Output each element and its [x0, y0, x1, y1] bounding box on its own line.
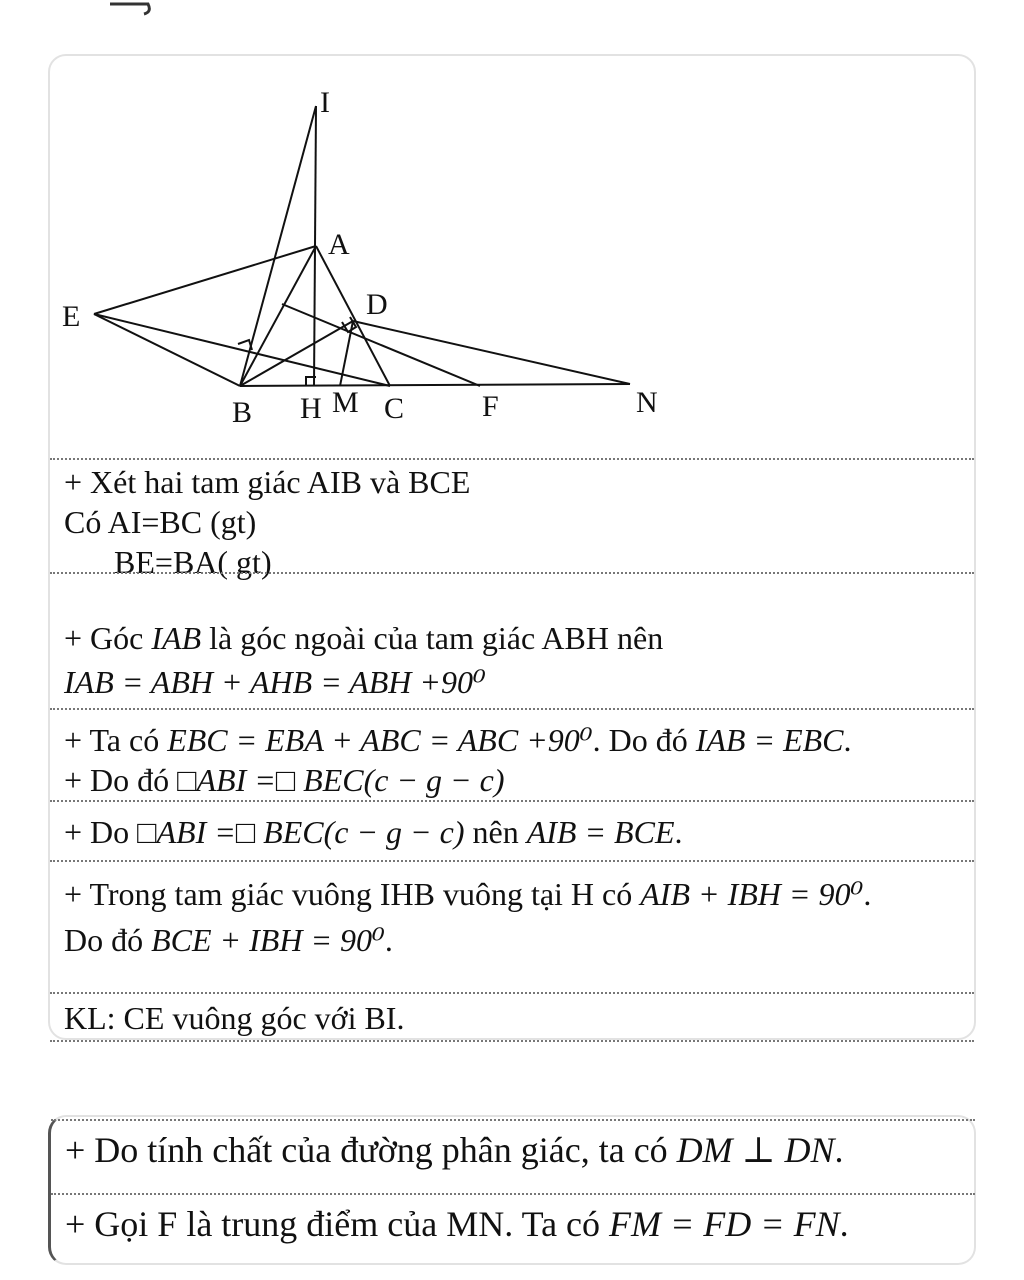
step-5-text-d: .: [384, 922, 393, 958]
step-4-text-a: + Do: [64, 814, 138, 850]
step-1-line-1: + Xét hai tam giác AIB và BCE: [64, 464, 471, 500]
step-2-text-b: là góc ngoài của tam giác ABH nên: [201, 620, 664, 656]
proof-step-3: [50, 720, 974, 800]
separator: [50, 458, 974, 460]
label-I: I: [320, 86, 330, 119]
proof-step-4: [50, 812, 974, 852]
note-2-text-b: .: [839, 1204, 849, 1244]
label-H: H: [300, 392, 322, 425]
separator: [50, 992, 974, 994]
step-1-line-2: Có AI=BC (gt): [64, 504, 257, 540]
step-2-formula: IAB = ABH + AHB = ABH +90⁰: [64, 664, 486, 700]
step-3-math-b: IAB = EBC: [695, 722, 844, 758]
step-3-text-c: .: [843, 722, 852, 758]
step-2-math-a: IAB: [151, 620, 202, 656]
label-E: E: [62, 300, 81, 333]
note-1-text-b: .: [834, 1130, 844, 1170]
cropped-text-fragment: [0, 0, 1024, 30]
separator: [50, 860, 974, 862]
geometry-diagram: [50, 56, 974, 456]
note-line-1: [51, 1127, 975, 1173]
separator: [51, 1193, 975, 1195]
label-M: M: [332, 386, 359, 419]
proof-step-2: [50, 618, 974, 702]
step-1-line-3: BE=BA( gt): [114, 544, 272, 580]
step-2-text-a: + Góc: [64, 620, 152, 656]
label-F: F: [482, 390, 499, 423]
note-card: [48, 1115, 976, 1265]
step-3-math-c: □ABI =□ BEC(c − g − c): [177, 762, 505, 798]
label-C: C: [384, 392, 405, 425]
proof-step-1: [50, 462, 974, 582]
separator: [50, 572, 974, 574]
step-5-math-a: AIB + IBH = 90⁰: [640, 876, 864, 912]
note-2-text-a: + Gọi F là trung điểm của MN. Ta có: [65, 1204, 610, 1244]
step-4-math-b: AIB = BCE: [526, 814, 675, 850]
geometry-figure: [50, 56, 974, 456]
label-N: N: [636, 386, 658, 419]
separator: [50, 708, 974, 710]
separator: [50, 800, 974, 802]
separator: [50, 1040, 974, 1042]
proof-card: [48, 54, 976, 1040]
step-4-text-b: nên: [464, 814, 527, 850]
note-2-math: FM = FD = FN: [609, 1204, 840, 1244]
step-5-text-a: + Trong tam giác vuông IHB vuông tại H có: [64, 876, 641, 912]
segment-BI: [240, 106, 316, 386]
note-1-math: DM ⊥ DN: [676, 1130, 835, 1170]
proof-conclusion: [50, 998, 974, 1038]
step-4-text-c: .: [674, 814, 683, 850]
step-4-math-a: □ABI =□ BEC(c − g − c): [137, 814, 465, 850]
step-3-math-a: EBC = EBA + ABC = ABC +90⁰: [167, 722, 593, 758]
label-B: B: [232, 396, 253, 429]
step-5-text-b: .: [863, 876, 872, 912]
step-3-text-b: . Do đó: [592, 722, 696, 758]
step-3-text-a: + Ta có: [64, 722, 168, 758]
segment-EB: [94, 314, 240, 386]
label-D: D: [366, 288, 388, 321]
note-1-text-a: + Do tính chất của đường phân giác, ta có: [65, 1130, 677, 1170]
label-A: A: [328, 228, 350, 261]
step-5-text-c: Do đó: [64, 922, 152, 958]
segment-BN: [240, 384, 630, 386]
conclusion-text: KL: CE vuông góc với BI.: [64, 1000, 405, 1036]
step-5-math-b: BCE + IBH = 90⁰: [151, 922, 385, 958]
separator: [51, 1119, 975, 1121]
proof-step-5: [50, 874, 974, 960]
step-3-text-d: + Do đó: [64, 762, 178, 798]
note-line-2: [51, 1201, 975, 1247]
segment-DN: [353, 321, 630, 384]
